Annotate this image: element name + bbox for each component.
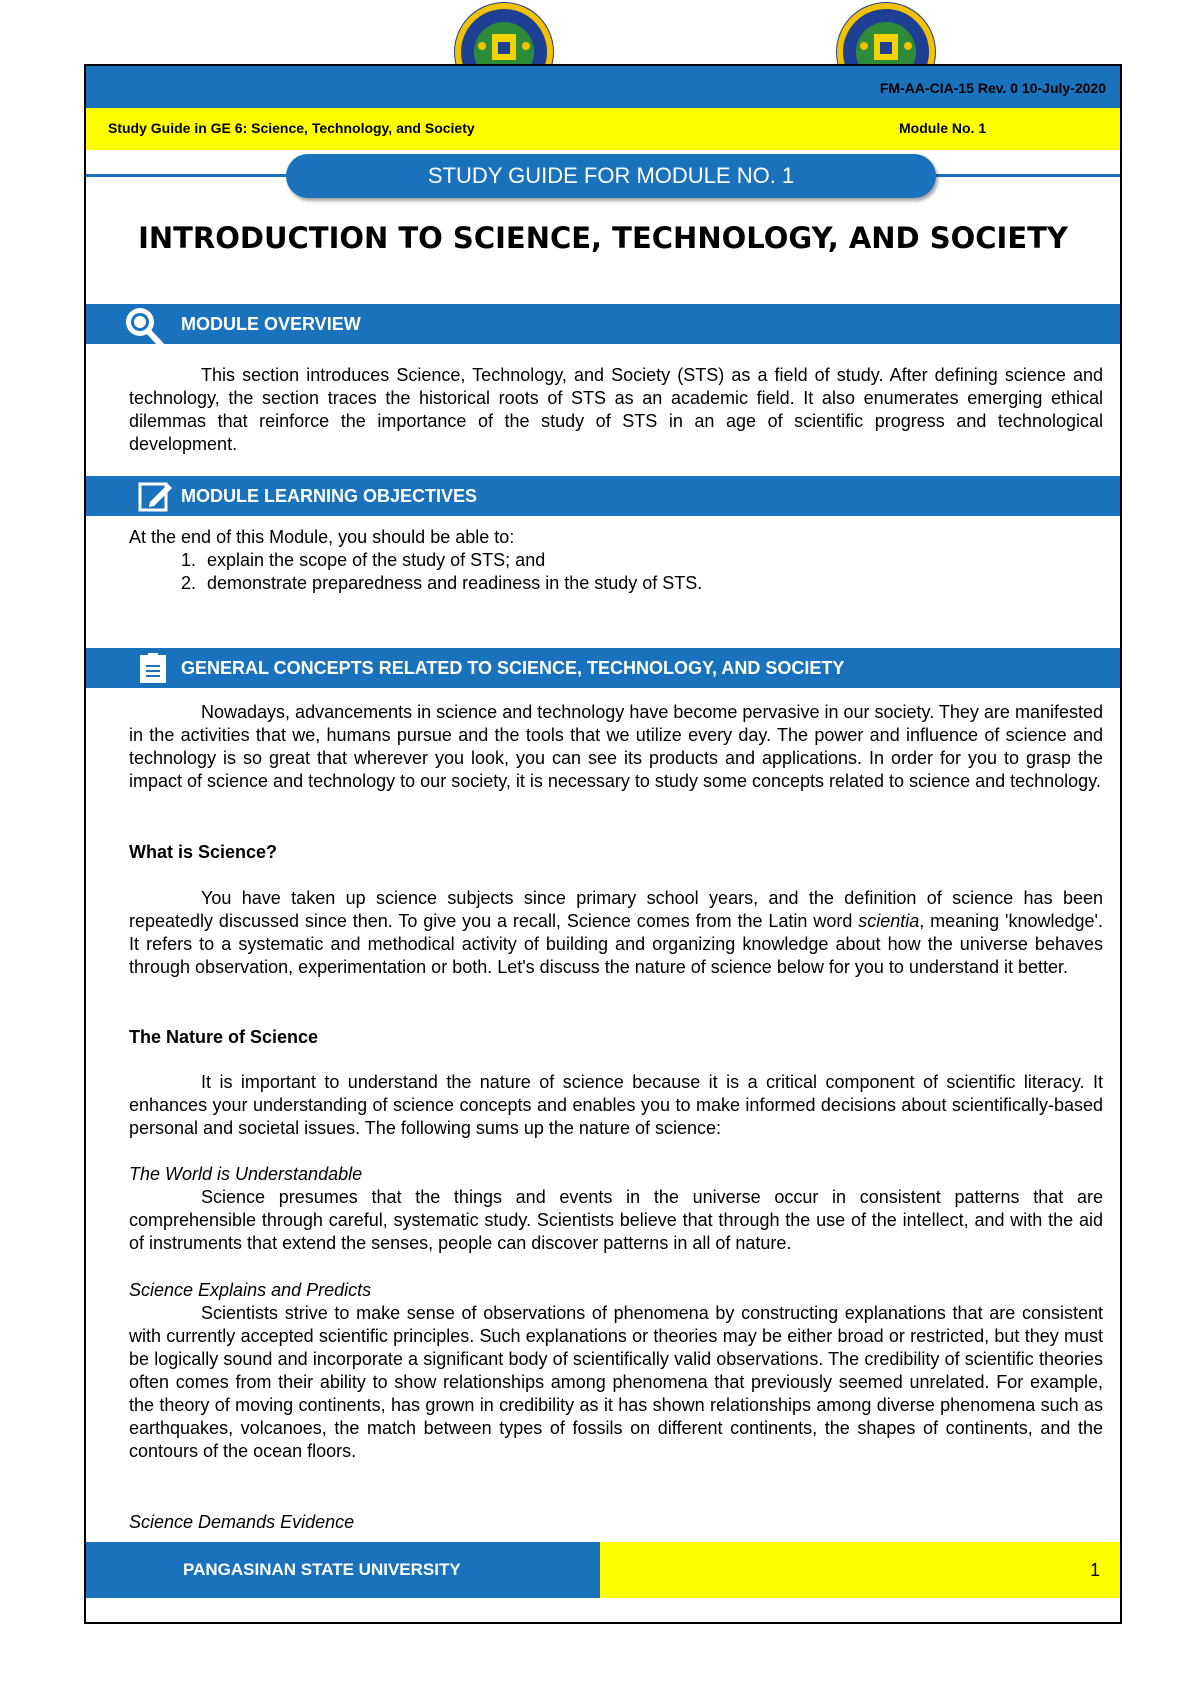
footer-blue-band	[86, 1542, 600, 1598]
explains-predicts-heading: Science Explains and Predicts	[129, 1280, 372, 1300]
objectives-list	[129, 549, 1103, 595]
objectives-intro: At the end of this Module, you should be able to:	[129, 527, 515, 547]
overview-paragraph: This section introduces Science, Technology, and Society (STS) as a field of study. After defining science and technology, the section traces the historical roots of STS as an academic field. It also enumerates emerging ethical dilemmas that reinforce the importance of the study of STS in an age of scientific progress and technological development.	[129, 365, 1103, 454]
university-seal-left	[452, 0, 556, 68]
explains-predicts-paragraph: Scientists strive to make sense of observations of phenomena by constructing explanations that are consistent with currently accepted scientific principles. Such explanations or theories may be either broad or restricted, but they must be logically sound and incorporate a significant body of scientifically valid observations. The credibility of scientific theories often comes from their ability to show relationships among phenomena that previously seemed unrelated. For example, the theory of moving continents, has grown in credibility as it has shown relationships among diverse phenomena such as earthquakes, volcanoes, the match between types of fossils on different continents, the shapes of continents, and the contours of the ocean floors.	[129, 1303, 1103, 1461]
nature-of-science-paragraph: It is important to understand the nature of science because it is a critical component of scientific literacy. It enhances your understanding of science concepts and enables you to make informed decisions about scientifically-based personal and societal issues. The following sums up the nature of science:	[129, 1072, 1103, 1138]
concepts-intro-paragraph: Nowadays, advancements in science and technology have become pervasive in our society. They are manifested in the activities that we, humans pursue and the tools that we utilize every day. The power and influence of science and technology is so great that wherever you look, you can see its products and applications. In order for you to grasp the impact of science and technology to our society, it is necessary to study some concepts related to science and technology.	[129, 702, 1103, 791]
objective-item: 2. demonstrate preparedness and readiness in the study of STS.	[201, 572, 1103, 595]
what-is-science-heading: What is Science?	[129, 842, 278, 862]
module-overview-heading: MODULE OVERVIEW	[181, 314, 361, 334]
course-title: Study Guide in GE 6: Science, Technology, and Society	[108, 120, 475, 136]
page-title: INTRODUCTION TO SCIENCE, TECHNOLOGY, AND SOCIETY	[138, 221, 1068, 255]
footer-yellow-band	[600, 1542, 1120, 1598]
general-concepts-bar	[86, 648, 1120, 688]
what-is-science-text-b: , meaning 'knowledge'. It refers to a systematic and methodical activity of building and organizing knowledge about how the universe behaves through observation, experimentation or both. Let's discuss the nature of science below for you to understand it better.	[129, 911, 1103, 977]
header-yellow-band	[86, 108, 1120, 150]
general-concepts-heading: GENERAL CONCEPTS RELATED TO SCIENCE, TECHNOLOGY, AND SOCIETY	[181, 658, 845, 678]
nature-of-science-heading: The Nature of Science	[129, 1027, 319, 1047]
demands-evidence-heading: Science Demands Evidence	[129, 1512, 355, 1532]
objective-item: 1. explain the scope of the study of STS; and	[201, 549, 1103, 572]
objectives-block	[129, 526, 1103, 595]
study-guide-banner: STUDY GUIDE FOR MODULE NO. 1	[286, 154, 936, 198]
latin-word: scientia	[858, 911, 920, 931]
what-is-science-paragraph	[129, 887, 1103, 979]
banner-rule-right	[926, 174, 1120, 177]
banner-rule-left	[86, 174, 296, 177]
page-frame	[84, 64, 1122, 1624]
pencil-icon	[138, 480, 174, 519]
module-overview-bar	[86, 304, 1120, 344]
document-icon	[138, 653, 174, 690]
world-understandable-paragraph: Science presumes that the things and events in the universe occur in consistent patterns that are comprehensible through careful, systematic study. Scientists believe that through the use of the intellect, and with the aid of instruments that extend the senses, people can discover patterns in all of nature.	[129, 1187, 1103, 1253]
university-name: PANGASINAN STATE UNIVERSITY	[183, 1560, 461, 1579]
world-understandable-heading: The World is Understandable	[129, 1164, 363, 1184]
learning-objectives-heading: MODULE LEARNING OBJECTIVES	[181, 486, 478, 506]
learning-objectives-bar	[86, 476, 1120, 516]
header-blue-band	[86, 66, 1120, 108]
form-code: FM-AA-CIA-15 Rev. 0 10-July-2020	[879, 80, 1106, 96]
magnifier-icon	[122, 304, 172, 353]
what-is-science-text-a: You have taken up science subjects since primary school years, and the definition of science has been repeatedly discussed since then. To give you a recall, Science comes from the Latin word	[129, 888, 1103, 931]
university-seal-right	[834, 0, 938, 68]
page-number: 1	[1089, 1560, 1100, 1580]
module-number: Module No. 1	[899, 120, 987, 136]
